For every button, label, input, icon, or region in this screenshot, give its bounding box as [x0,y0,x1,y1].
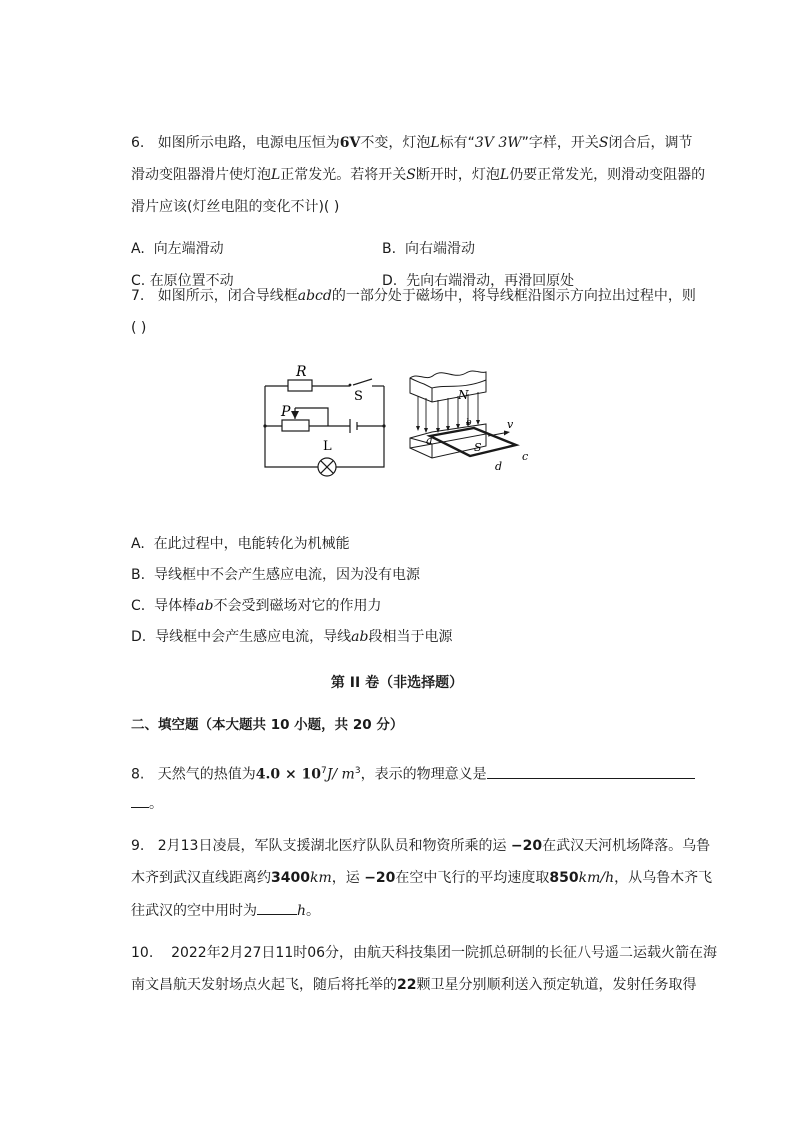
q6-option-a[interactable]: A. 向左端滑动 [131,241,224,257]
q6-line-3: 滑片应该(灯丝电阻的变化不计)( ) [131,199,340,215]
q6-option-d[interactable]: D. 先向右端滑动，再滑回原处 [382,273,575,289]
fill-in-section-title: 二、填空题（本大题共 10 小题，共 20 分） [131,717,404,733]
q9-line-1: 9. 2月13日凌晨，军队支援湖北医疗队队员和物资所乘的运 −20在武汉天河机场降落。乌鲁 [131,838,711,854]
label-c: c [522,450,529,463]
label-S-pole: S [474,441,482,454]
label-d: d [495,460,503,473]
q7-option-b[interactable]: B. 导线框中不会产生感应电流，因为没有电源 [131,567,420,583]
magnetic-field-diagram [404,360,544,475]
q10-number: 10. [131,945,154,961]
q7-option-d[interactable]: D. 导线框中会产生感应电流，导线ab段相当于电源 [131,629,453,645]
q6-line-1: 6. 如图所示电路，电源电压恒为6V不变，灯泡L标有“3V 3W”字样，开关S闭合后，调节 [131,135,693,151]
label-N: N [458,388,469,402]
q7-option-a[interactable]: A. 在此过程中，电能转化为机械能 [131,536,350,552]
q7-line-2: ( ) [131,320,147,336]
q8-answer-blank[interactable] [487,764,695,779]
label-P: P [281,404,291,420]
label-S: S [354,389,363,404]
q8-number: 8. [131,766,145,783]
label-b: b [466,418,472,428]
q6-option-b[interactable]: B. 向右端滑动 [382,241,475,257]
q10-line-2: 南文昌航天发射场点火起飞，随后将托举的22颗卫星分别顺利送入预定轨道，发射任务取得 [131,977,697,993]
q8-line-2: 。 [131,793,163,814]
part2-title: 第 II 卷（非选择题） [330,675,464,691]
label-L: L [323,439,332,454]
q9-answer-blank[interactable] [257,900,297,915]
q9-line-3: 往武汉的空中用时为 h。 [131,900,320,921]
q6-line-2: 滑动变阻器滑片使灯泡L正常发光。若将开关S断开时，灯泡L仍要正常发光，则滑动变阻器的 [131,167,706,183]
q7-number: 7. [131,288,145,304]
q9-line-2: 木齐到武汉直线距离约3400km，运 −20在空中飞行的平均速度取850km/h，从乌鲁木齐飞 [131,870,713,886]
q9-number: 9. [131,838,145,854]
q10-line-1: 10. 2022年2月27日11时06分，由航天科技集团一院抓总研制的长征八号遥二运载火箭在海 [131,945,718,961]
circuit-diagram [258,362,398,482]
label-R: R [296,364,307,380]
q8-answer-blank-cont[interactable] [131,793,149,808]
q6-option-c[interactable]: C. 在原位置不动 [131,273,234,289]
q7-line-1: 7. 如图所示，闭合导线框abcd的一部分处于磁场中，将导线框沿图示方向拉出过程中，则 [131,288,696,304]
q6-number: 6. [131,135,145,151]
q7-option-c[interactable]: C. 导体棒ab不会受到磁场对它的作用力 [131,598,382,614]
q8-line-1: 8. 天然气的热值为$4.0 \times 10^7J/$ $m^3$，表示的物理意义是 [131,761,695,785]
label-a: a [426,434,433,447]
label-v: v [507,418,514,431]
